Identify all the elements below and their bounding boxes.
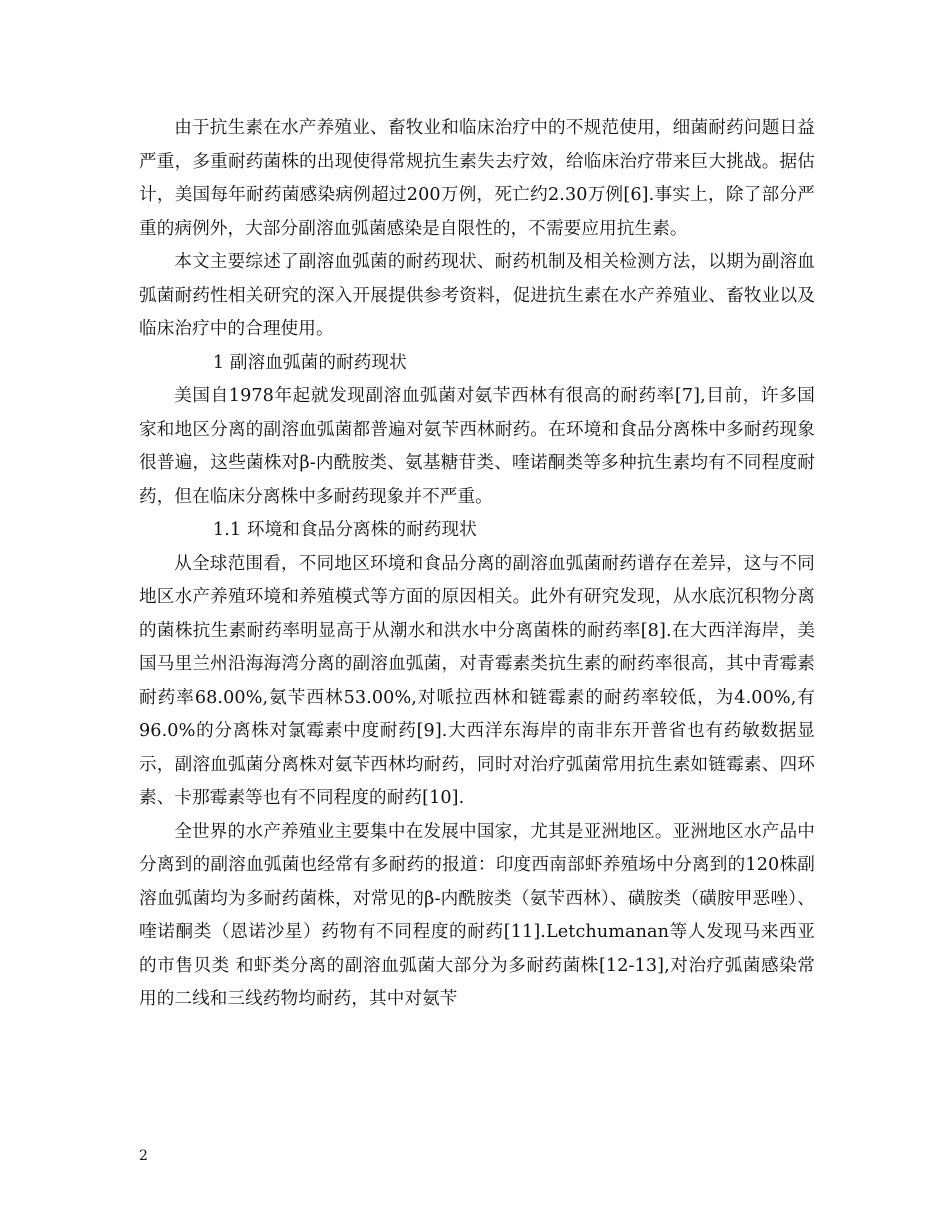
page-number: 2	[139, 1148, 148, 1164]
paragraph-intro-antibiotic-resistance: 由于抗生素在水产养殖业、畜牧业和临床治疗中的不规范使用，细菌耐药问题日益严重，多重耐药菌株的出现使得常规抗生素失去疗效，给临床治疗带来巨大挑战。据估计，美国每年耐药菌感染病例超过200万例，死亡约2.30万例[6].事实上，除了部分严重的病例外，大部分副溶血弧菌感染是自限性的，不需要应用抗生素。	[139, 118, 815, 239]
section-heading-1: 1 副溶血弧菌的耐药现状	[212, 352, 407, 373]
paragraph-review-scope: 本文主要综述了副溶血弧菌的耐药现状、耐药机制及相关检测方法，以期为副溶血弧菌耐药性相关研究的深入开展提供参考资料，促进抗生素在水产养殖业、畜牧业以及临床治疗中的合理使用。	[139, 252, 815, 339]
body-text	[139, 112, 815, 1017]
paragraph-global-isolates: 从全球范围看，不同地区环境和食品分离的副溶血弧菌耐药谱存在差异，这与不同地区水产养殖环境和养殖模式等方面的原因相关。此外有研究发现，从水底沉积物分离的菌株抗生素耐药率明显高于从潮水和洪水中分离菌株的耐药率[8].在大西洋海岸，美国马里兰州沿海海湾分离的副溶血弧菌，对青霉素类抗生素的耐药率很高，其中青霉素耐药率68.00%,氨苄西林53.00%,对哌拉西林和链霉素的耐药率较低，为4.00%,有96.0%的分离株对氯霉素中度耐药[9].大西洋东海岸的南非东开普省也有药敏数据显示，副溶血弧菌分离株对氨苄西林均耐药，同时对治疗弧菌常用抗生素如链霉素、四环素、卡那霉素等也有不同程度的耐药[10].	[139, 553, 815, 808]
section-heading-1-1: 1.1 环境和食品分离株的耐药现状	[212, 520, 477, 540]
paragraph-resistance-status: 美国自1978年起就发现副溶血弧菌对氨苄西林有很高的耐药率[7],目前，许多国家和地区分离的副溶血弧菌都普遍对氨苄西林耐药。在环境和食品分离株中多耐药现象很普遍，这些菌株对β-内酰胺类、氨基糖苷类、喹诺酮类等多种抗生素均有不同程度耐药，但在临床分离株中多耐药现象并不严重。	[139, 386, 815, 507]
paragraph-asia-aquaculture: 全世界的水产养殖业主要集中在发展中国家，尤其是亚洲地区。亚洲地区水产品中分离到的副溶血弧菌也经常有多耐药的报道：印度西南部虾养殖场中分离到的120株副溶血弧菌均为多耐药菌株，对常见的β-内酰胺类（氨苄西林）、磺胺类（磺胺甲恶唑）、喹诺酮类（恩诺沙星）药物有不同程度的耐药[11].Letchumanan等人发现马来西亚的市售贝类 和虾类分离的副溶血弧菌大部分为多耐药菌株[12-13],对治疗弧菌感染常用的二线和三线药物均耐药，其中对氨苄	[139, 821, 815, 1009]
